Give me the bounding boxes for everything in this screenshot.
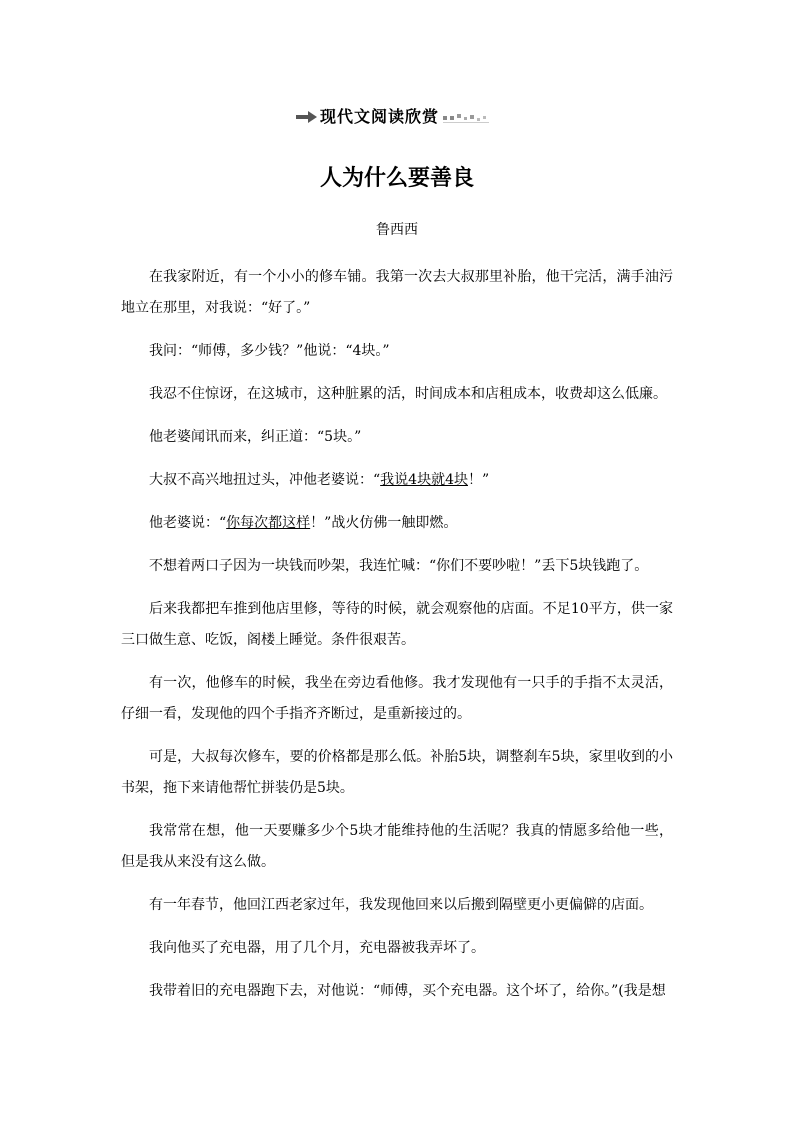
article-author: 鲁西西 [376,222,418,238]
paragraph-text: 有一年春节，他回江西老家过年，我发现他回来以后搬到隔壁更小更偏僻的店面。 [149,897,653,913]
article-paragraph [121,890,673,921]
paragraph-text: 他老婆说：“ [149,515,227,531]
paragraph-text: 大叔不高兴地扭过头，冲他老婆说：“ [149,472,381,488]
section-label: 现代文阅读欣赏 [320,107,440,126]
underlined-text: 你每次都这样 [226,515,311,531]
article-paragraph [121,742,673,804]
decorative-dots-icon [443,110,489,124]
article-paragraph [121,262,673,324]
paragraph-text: 我问：“师傅，多少钱？”他说：“4块。” [149,343,390,359]
article-paragraph [121,465,673,496]
paragraph-text: 后来我都把车推到他店里修，等待的时候，就会观察他的店面。不足10平方，供一家三口做生意、吃饭，阁楼上睡觉。条件很艰苦。 [121,601,673,648]
paragraph-text: 我带着旧的充电器跑下去，对他说：“师傅，买个充电器。这个坏了，给你。”(我是想 [149,983,666,999]
article-paragraph [121,551,673,582]
paragraph-text: 不想着两口子因为一块钱而吵架，我连忙喊：“你们不要吵啦！”丢下5块钱跑了。 [149,558,649,574]
article-paragraph [121,508,673,539]
article-paragraph [121,933,673,964]
arrow-icon [296,110,318,124]
article-paragraph [121,422,673,453]
section-banner [296,106,489,128]
underlined-text: 我说4块就4块 [380,472,468,488]
paragraph-text: 在我家附近，有一个小小的修车铺。我第一次去大叔那里补胎，他干完活，满手油污地立在那里，对我说：“好了。” [121,269,673,316]
paragraph-text: 我向他买了充电器，用了几个月，充电器被我弄坏了。 [149,940,485,956]
article-paragraph [121,976,673,1007]
paragraph-text: 可是，大叔每次修车，要的价格都是那么低。补胎5块，调整刹车5块，家里收到的小书架，拖下来请他帮忙拼装仍是5块。 [121,749,673,796]
article-title: 人为什么要善良 [319,166,474,191]
article-body [121,262,673,1019]
paragraph-text: 我常常在想，他一天要赚多少个5块才能维持他的生活呢？我真的情愿多给他一些，但是我从来没有这么做。 [121,823,673,870]
paragraph-text: 他老婆闻讯而来，纠正道：“5块。” [149,429,362,445]
paragraph-text: ！” [467,472,490,488]
article-paragraph [121,594,673,656]
paragraph-text: 我忍不住惊讶，在这城市，这种脏累的活，时间成本和店租成本，收费却这么低廉。 [149,386,667,402]
article-paragraph [121,816,673,878]
article-paragraph [121,379,673,410]
article-paragraph [121,336,673,367]
paragraph-text: 有一次，他修车的时候，我坐在旁边看他修。我才发现他有一只手的手指不太灵活，仔细一看，发现他的四个手指齐齐断过，是重新接过的。 [121,675,673,722]
article-paragraph [121,668,673,730]
paragraph-text: ！”战火仿佛一触即燃。 [310,515,458,531]
